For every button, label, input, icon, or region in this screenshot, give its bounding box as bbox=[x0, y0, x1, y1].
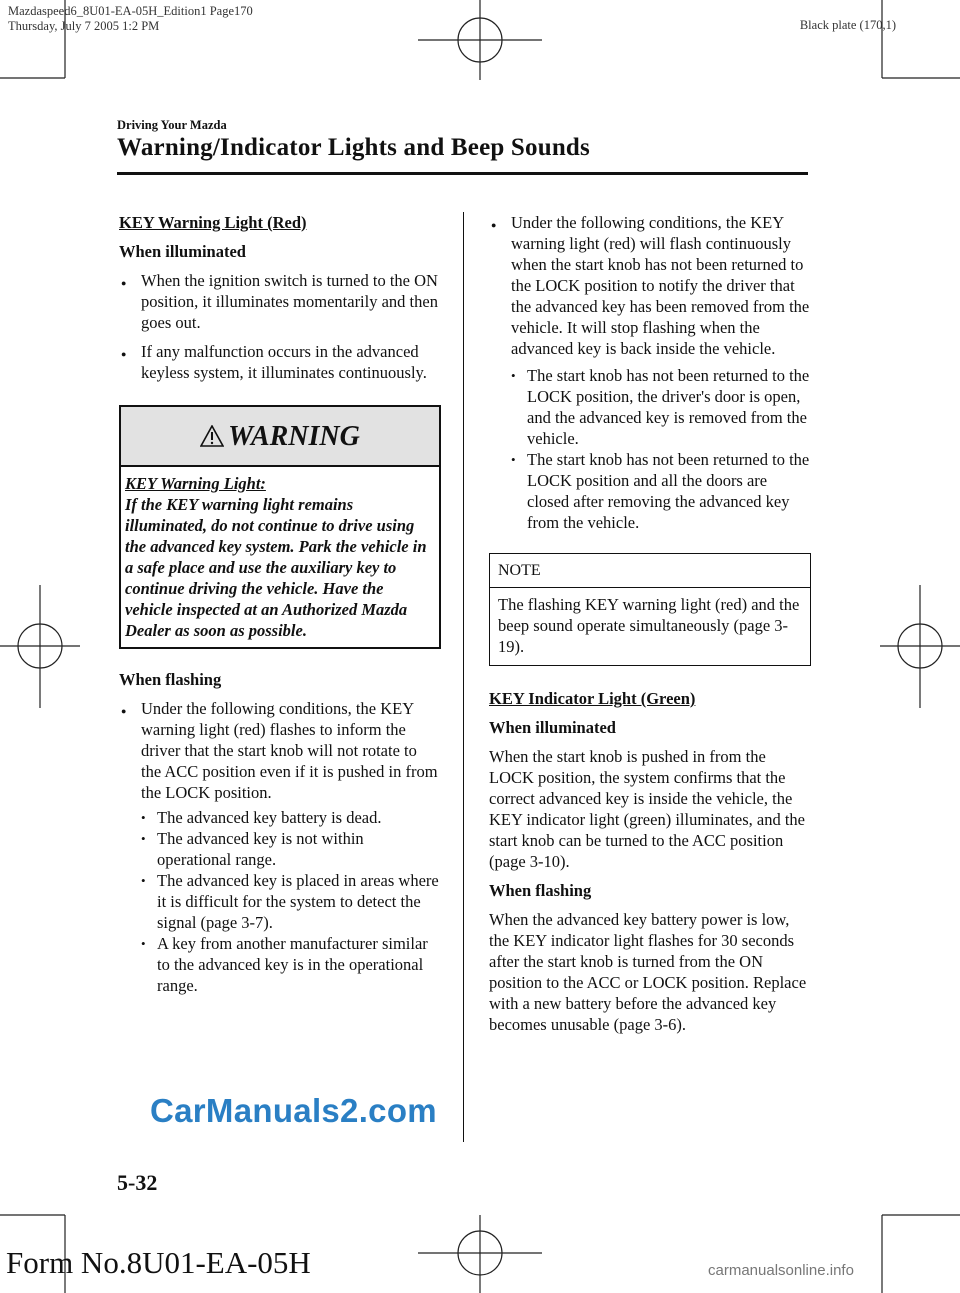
sublist-item: • The advanced key is not within operational range. bbox=[141, 828, 441, 870]
list-item: ● Under the following conditions, the KEY warning light (red) will flash continuously when the start knob has not been returned to the LOCK position to notify the driver that the advanced key has been removed from the vehicle. It will stop flashing when the advanced key is back inside the vehicle. bbox=[489, 212, 811, 359]
plate-label: Black plate (170,1) bbox=[799, 18, 896, 32]
list-item: ● Under the following conditions, the KEY warning light (red) flashes to inform the driver that the start knob will not rotate to the ACC position even if it is pushed in from the LOCK position. bbox=[119, 698, 441, 803]
sublist-item: • The start knob has not been returned to the LOCK position, the driver's door is open, and the advanced key is removed from the vehicle. bbox=[511, 365, 811, 449]
indicator-illuminated-heading: When illuminated bbox=[489, 718, 616, 737]
right-column bbox=[489, 212, 811, 1043]
illuminated-list bbox=[119, 270, 441, 383]
warning-box bbox=[119, 405, 441, 649]
list-item: ● If any malfunction occurs in the advanced keyless system, it illuminates continuously. bbox=[119, 341, 441, 383]
warning-title: KEY Warning Light: bbox=[125, 474, 266, 493]
indicator-flashing-heading: When flashing bbox=[489, 881, 592, 900]
left-column bbox=[119, 212, 441, 1004]
note-box bbox=[489, 553, 811, 666]
flashing-list bbox=[119, 698, 441, 803]
section-label: Driving Your Mazda bbox=[117, 118, 227, 132]
watermark-url: carmanualsonline.info bbox=[708, 1262, 854, 1279]
key-warning-subtitle: KEY Warning Light (Red) bbox=[119, 213, 307, 232]
continuous-flash-list bbox=[489, 212, 811, 359]
indicator-illuminated-text: When the start knob is pushed in from the LOCK position, the system confirms that the correct advanced key is inside the vehicle, the KEY indicator light (green) illuminates, and the start knob can be turned to the ACC position (page 3-10). bbox=[489, 747, 806, 871]
continuous-flash-sublist bbox=[489, 365, 811, 533]
title-rule bbox=[117, 172, 808, 175]
indicator-flashing-text: When the advanced key battery power is low, the KEY indicator light flashes for 30 seconds after the start knob is turned from the ON position to the ACC or LOCK position. Replace with a new battery before the advanced key becomes unusable (page 3-6). bbox=[489, 910, 807, 1034]
file-info-line1: Mazdaspeed6_8U01-EA-05H_Edition1 Page170 bbox=[8, 4, 253, 18]
warning-text: If the KEY warning light remains illuminated, do not continue to drive using the advanced key system. Park the vehicle in a safe place and use the auxiliary key to continue driving the vehicle. Have the vehicle inspected at an Authorized Mazda Dealer as soon as possible. bbox=[125, 495, 427, 640]
warning-triangle-icon bbox=[200, 425, 224, 447]
sublist-item: • The start knob has not been returned to the LOCK position and all the doors are closed after removing the advanced key from the vehicle. bbox=[511, 449, 811, 533]
sublist-item: • A key from another manufacturer similar to the advanced key is in the operational range. bbox=[141, 933, 441, 996]
when-illuminated-heading: When illuminated bbox=[119, 242, 246, 261]
warning-header bbox=[121, 407, 439, 467]
warning-label: WARNING bbox=[228, 420, 360, 452]
flashing-sublist bbox=[119, 807, 441, 996]
sublist-item: • The advanced key is placed in areas where it is difficult for the system to detect the signal (page 3-7). bbox=[141, 870, 441, 933]
page-title: Warning/Indicator Lights and Beep Sounds bbox=[117, 134, 590, 161]
file-info bbox=[8, 4, 253, 34]
warning-body bbox=[121, 467, 439, 647]
key-indicator-subtitle: KEY Indicator Light (Green) bbox=[489, 689, 696, 708]
watermark-logo: CarManuals2.com bbox=[150, 1092, 437, 1129]
when-flashing-heading: When flashing bbox=[119, 670, 222, 689]
note-label: NOTE bbox=[490, 554, 810, 588]
form-number: Form No.8U01-EA-05H bbox=[6, 1245, 311, 1280]
sublist-item: • The advanced key battery is dead. bbox=[141, 807, 441, 828]
file-info-line2: Thursday, July 7 2005 1:2 PM bbox=[8, 19, 160, 33]
column-divider bbox=[463, 212, 464, 1142]
note-text: The flashing KEY warning light (red) and the beep sound operate simultaneously (page 3-19). bbox=[498, 595, 800, 656]
list-item: ● When the ignition switch is turned to the ON position, it illuminates momentarily and then goes out. bbox=[119, 270, 441, 333]
page-number: 5-32 bbox=[117, 1170, 158, 1195]
